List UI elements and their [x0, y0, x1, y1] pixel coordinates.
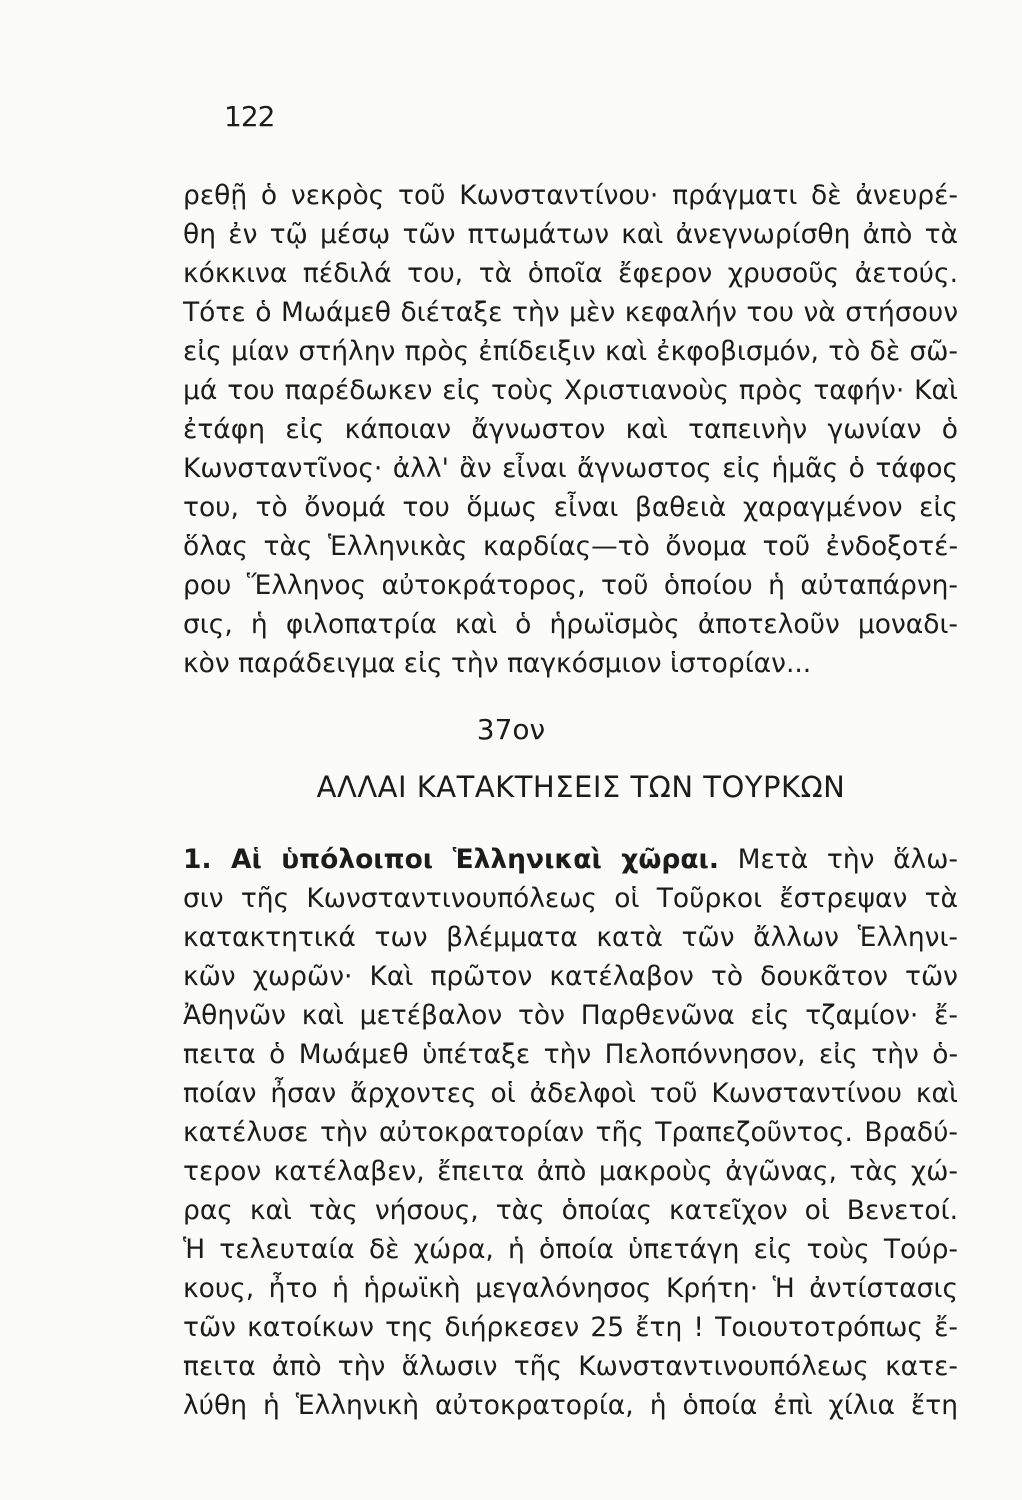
- text-line: ἐτάφη εἰς κάποιαν ἄγνωστον καὶ ταπεινὴν γωνίαν ὁ: [183, 414, 958, 445]
- section-first-line: [183, 844, 958, 876]
- text-line: ρας καὶ τὰς νήσους, τὰς ὁποίας κατεῖχον οἱ Βενετοί.: [183, 1195, 958, 1226]
- text-line: λύθη ἡ Ἑλληνικὴ αὐτοκρατορία, ἡ ὁποία ἐπὶ χίλια ἔτη: [183, 1390, 958, 1421]
- text-line: ὅλας τὰς Ἑλληνικὰς καρδίας—τὸ ὄνομα τοῦ ἐνδοξοτέ-: [183, 531, 958, 562]
- text-line: ρεθῇ ὁ νεκρὸς τοῦ Κωνσταντίνου· πράγματι δὲ ἀνευρέ-: [183, 180, 958, 211]
- text-line: σις, ἡ φιλοπατρία καὶ ὁ ἡρωϊσμὸς ἀποτελοῦν μοναδι-: [183, 609, 958, 640]
- chapter-title: ΑΛΛΑΙ ΚΑΤΑΚΤΗΣΕΙΣ ΤΩΝ ΤΟΥΡΚΩΝ: [316, 770, 846, 804]
- text-line: εἰς μίαν στήλην πρὸς ἐπίδειξιν καὶ ἐκφοβισμόν, τὸ δὲ σῶ-: [183, 336, 958, 367]
- text-line: ρου Ἕλληνος αὐτοκράτορος, τοῦ ὁποίου ἡ αὐταπάρνη-: [183, 570, 958, 601]
- text-line: μά του παρέδωκεν εἰς τοὺς Χριστιανοὺς πρὸς ταφήν· Καὶ: [183, 375, 958, 406]
- text-line: κατακτητικά των βλέμματα κατὰ τῶν ἄλλων Ἑλληνι-: [183, 922, 958, 953]
- page-number: 122: [224, 100, 275, 133]
- text-line: θη ἐν τῷ μέσῳ τῶν πτωμάτων καὶ ἀνεγνωρίσθη ἀπὸ τὰ: [183, 219, 958, 250]
- chapter-number: 37ον: [476, 713, 546, 746]
- text-line: ποίαν ἦσαν ἄρχοντες οἱ ἀδελφοὶ τοῦ Κωνσταντίνου καὶ: [183, 1078, 958, 1109]
- text-line: πειτα ἀπὸ τὴν ἅλωσιν τῆς Κωνσταντινουπόλεως κατε-: [183, 1351, 958, 1382]
- text-line: κῶν χωρῶν· Καὶ πρῶτον κατέλαβον τὸ δουκᾶτον τῶν: [183, 961, 958, 992]
- text-line: κὸν παράδειγμα εἰς τὴν παγκόσμιον ἱστορίαν...: [183, 648, 812, 679]
- text-line: κόκκινα πέδιλά του, τὰ ὁποῖα ἔφερον χρυσοῦς ἀετούς.: [183, 258, 958, 289]
- text-line: του, τὸ ὄνομά του ὅμως εἶναι βαθειὰ χαραγμένον εἰς: [183, 492, 958, 523]
- text-line: σιν τῆς Κωνσταντινουπόλεως οἱ Τοῦρκοι ἔστρεψαν τὰ: [183, 883, 958, 914]
- text-line: Κωνσταντῖνος· ἀλλ' ἂν εἶναι ἄγνωστος εἰς ἡμᾶς ὁ τάφος: [183, 453, 958, 484]
- text-line: Ἡ τελευταία δὲ χώρα, ἡ ὁποία ὑπετάγη εἰς τοὺς Τούρ-: [183, 1234, 958, 1265]
- section-heading: 1. Αἱ ὑπόλοιποι Ἑλληνικαὶ χῶραι.: [183, 844, 719, 875]
- section-first-line-text: Μετὰ τὴν ἅλω-: [737, 844, 958, 875]
- text-line: Ἀθηνῶν καὶ μετέβαλον τὸν Παρθενῶνα εἰς τζαμίον· ἔ-: [183, 1000, 958, 1031]
- text-line: Τότε ὁ Μωάμεθ διέταξε τὴν μὲν κεφαλήν του νὰ στήσουν: [183, 297, 958, 328]
- text-line: κους, ἦτο ἡ ἡρωϊκὴ μεγαλόνησος Κρήτη· Ἡ ἀντίστασις: [183, 1273, 958, 1304]
- text-line: πειτα ὁ Μωάμεθ ὑπέταξε τὴν Πελοπόννησον, εἰς τὴν ὁ-: [183, 1039, 958, 1070]
- text-line: τῶν κατοίκων της διήρκεσεν 25 ἔτη ! Τοιουτοτρόπως ἔ-: [183, 1312, 958, 1343]
- text-line: κατέλυσε τὴν αὐτοκρατορίαν τῆς Τραπεζοῦντος. Βραδύ-: [183, 1117, 958, 1148]
- text-line: τερον κατέλαβεν, ἔπειτα ἀπὸ μακροὺς ἀγῶνας, τὰς χώ-: [183, 1156, 958, 1187]
